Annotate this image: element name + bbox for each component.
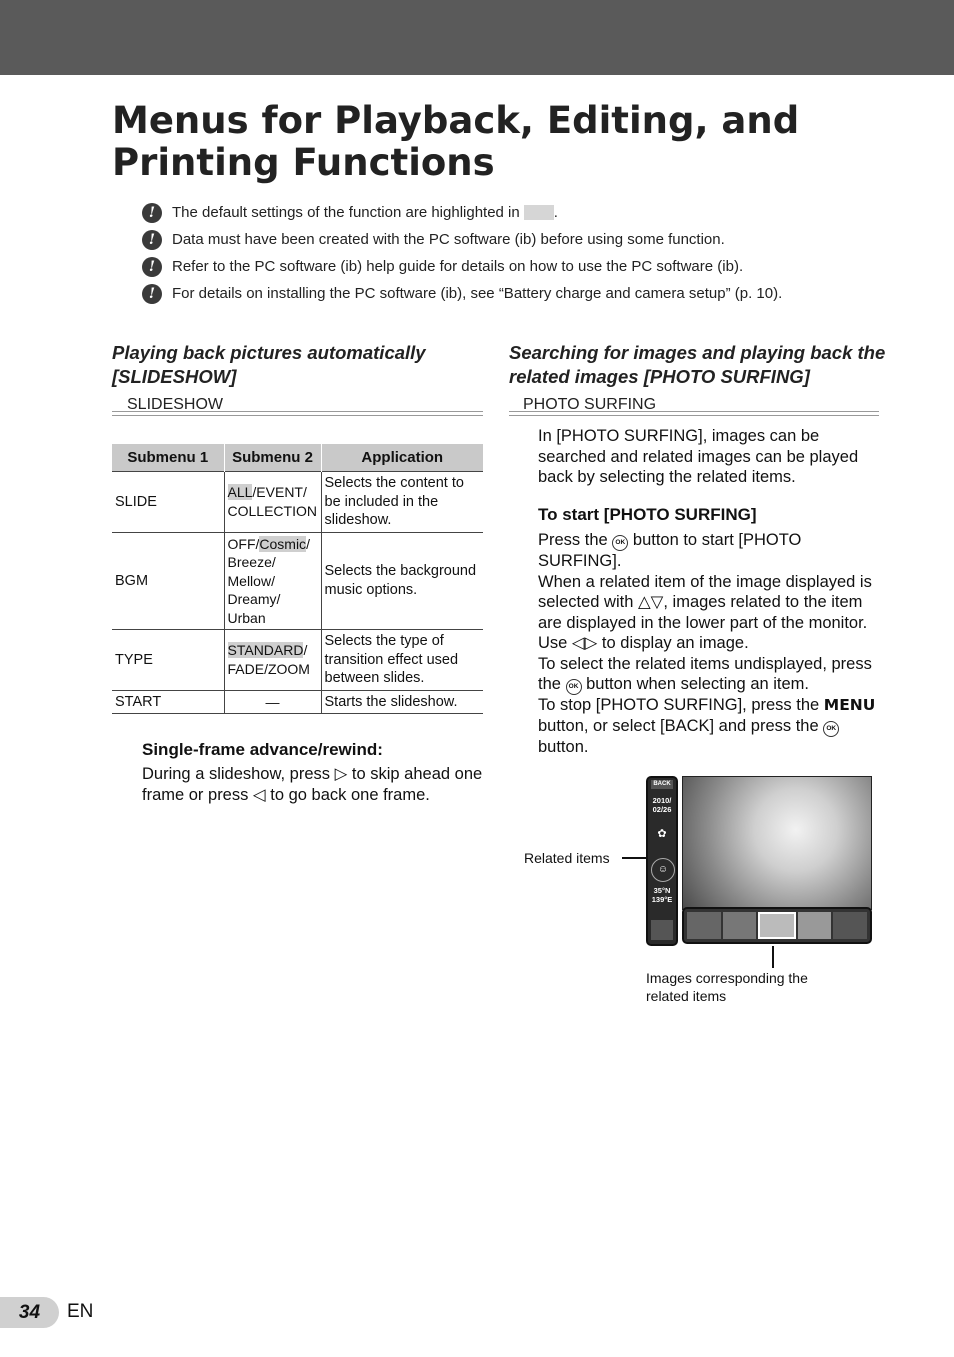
caution-icon: !: [142, 257, 162, 277]
flower-icon: ✿: [657, 828, 667, 840]
text-fragment: To stop [PHOTO SURFING], press the: [538, 696, 820, 714]
text-fragment: button when selecting an item.: [586, 675, 810, 693]
note-item: [142, 280, 882, 307]
submenu1-cell: TYPE: [112, 630, 224, 691]
paragraph: [538, 572, 883, 654]
paragraph: [538, 695, 883, 757]
date-item: 2010/ 02/26: [652, 796, 672, 814]
callout-line: [622, 857, 646, 859]
thumbnail: [833, 912, 867, 939]
photo-surfing-instructions: [538, 530, 883, 757]
option-text: / FADE/ZOOM: [227, 642, 310, 677]
application-cell: Selects the background music options.: [321, 532, 483, 630]
note-text: Data must have been created with the PC software (ib) before using some function.: [172, 231, 725, 248]
photo-image: [682, 776, 872, 910]
text-fragment: Press the: [538, 531, 608, 549]
text-fragment: To select the related items undisplayed, press the: [538, 654, 872, 693]
submenu1-cell: START: [112, 690, 224, 714]
column-header: Submenu 2: [224, 444, 321, 472]
note-item: [142, 226, 882, 253]
text-fragment: to skip ahead one frame or press: [142, 765, 483, 804]
page-title: Menus for Playback, Editing, and Printing Functions: [112, 99, 800, 184]
submenu1-cell: BGM: [112, 532, 224, 630]
ok-button-icon: OK: [566, 679, 582, 695]
start-photo-surfing-heading: To start [PHOTO SURFING]: [538, 505, 757, 524]
language-label: EN: [67, 1301, 94, 1322]
default-option: STANDARD: [227, 642, 304, 659]
text-fragment: button to start [PHOTO SURFING].: [538, 531, 802, 570]
application-cell: Starts the slideshow.: [321, 690, 483, 714]
note-text-end: .: [553, 204, 558, 221]
related-items-callout: Related items: [524, 850, 610, 866]
photo-surfing-intro: In [PHOTO SURFING], images can be searched and related images can be played back by selecting the related items.: [538, 427, 859, 486]
option-text: /EVENT/ COLLECTION: [227, 484, 317, 519]
column-header: Application: [321, 444, 483, 472]
option-text: / Breeze/ Mellow/ Dreamy/ Urban: [227, 535, 310, 626]
thumbnail-selected: [758, 912, 796, 939]
submenu2-cell: —: [224, 690, 321, 714]
single-frame-heading: Single-frame advance/rewind:: [142, 740, 383, 759]
menu-button-label: MENU: [823, 696, 876, 714]
table-row: [112, 472, 483, 533]
left-arrow-icon: ◁: [252, 786, 266, 804]
note-text: Refer to the PC software (ib) help guide for details on how to use the PC software (ib).: [172, 258, 744, 275]
slideshow-menu-path: SLIDESHOW: [127, 396, 224, 413]
note-text: The default settings of the function are highlighted in: [172, 204, 520, 221]
ok-button-icon: OK: [823, 721, 839, 737]
ok-button-icon: OK: [612, 535, 628, 551]
single-frame-text: [142, 764, 487, 806]
note-text: For details on installing the PC software (ib), see “Battery charge and camera setup” (p. 10).: [172, 285, 783, 302]
note-item: [142, 199, 882, 226]
thumbnail: [723, 912, 757, 939]
text-fragment: button.: [538, 737, 589, 756]
right-arrow-icon: ▷: [334, 765, 348, 783]
column-header: Submenu 1: [112, 444, 224, 472]
thumbnail-icon: [651, 920, 673, 940]
application-cell: Selects the content to be included in the slideshow.: [321, 472, 483, 533]
submenu2-cell: [224, 532, 321, 630]
left-right-arrow-icon: ◁▷: [571, 634, 598, 652]
page-number: 34: [0, 1297, 59, 1328]
thumbnail: [798, 912, 832, 939]
highlight-sample-swatch: [524, 205, 554, 220]
table-row: [112, 690, 483, 714]
callout-line: [772, 946, 774, 968]
default-option: ALL: [227, 484, 253, 501]
thumbnail: [687, 912, 721, 939]
back-item: BACK: [651, 780, 673, 789]
table-header-row: [112, 444, 483, 472]
photo-surfing-heading: Searching for images and playing back the related images [PHOTO SURFING]: [509, 342, 886, 387]
text-fragment: When a related item of the image displayed is selected with: [538, 572, 872, 611]
table-row: [112, 630, 483, 691]
slideshow-submenu-table: [112, 444, 483, 714]
face-icon: ☺: [651, 858, 675, 882]
up-down-arrow-icon: △▽: [637, 593, 664, 611]
slideshow-heading: Playing back pictures automatically [SLIDESHOW]: [112, 342, 426, 387]
text-fragment: to display an image.: [601, 634, 749, 652]
related-images-strip: [682, 907, 872, 944]
related-items-strip: [646, 776, 678, 946]
caution-icon: !: [142, 284, 162, 304]
paragraph: [538, 530, 883, 572]
text-fragment: , images related to the item are displayed in the lower part of the monitor. Use: [538, 593, 868, 652]
text-fragment: During a slideshow, press: [142, 765, 331, 783]
photo-surfing-menu-path: PHOTO SURFING: [523, 396, 657, 413]
submenu2-cell: [224, 472, 321, 533]
option-text: OFF/: [227, 535, 260, 552]
camera-screen-illustration: [646, 776, 870, 946]
caution-icon: !: [142, 230, 162, 250]
notes-list: [142, 199, 882, 307]
default-option: Cosmic: [259, 535, 307, 552]
application-cell: Selects the type of transition effect used between slides.: [321, 630, 483, 691]
text-fragment: button, or select [BACK] and press the: [538, 716, 819, 735]
submenu1-cell: SLIDE: [112, 472, 224, 533]
submenu2-cell: [224, 630, 321, 691]
text-fragment: to go back one frame.: [270, 786, 430, 804]
header-bar: [0, 0, 954, 75]
divider: [509, 411, 879, 416]
caution-icon: !: [142, 203, 162, 223]
divider: [112, 411, 483, 416]
paragraph: [538, 654, 883, 696]
location-item: 35°N 139°E: [651, 886, 673, 904]
images-callout: Images corresponding the related items: [646, 970, 808, 1004]
table-row: [112, 532, 483, 630]
note-item: [142, 253, 882, 280]
